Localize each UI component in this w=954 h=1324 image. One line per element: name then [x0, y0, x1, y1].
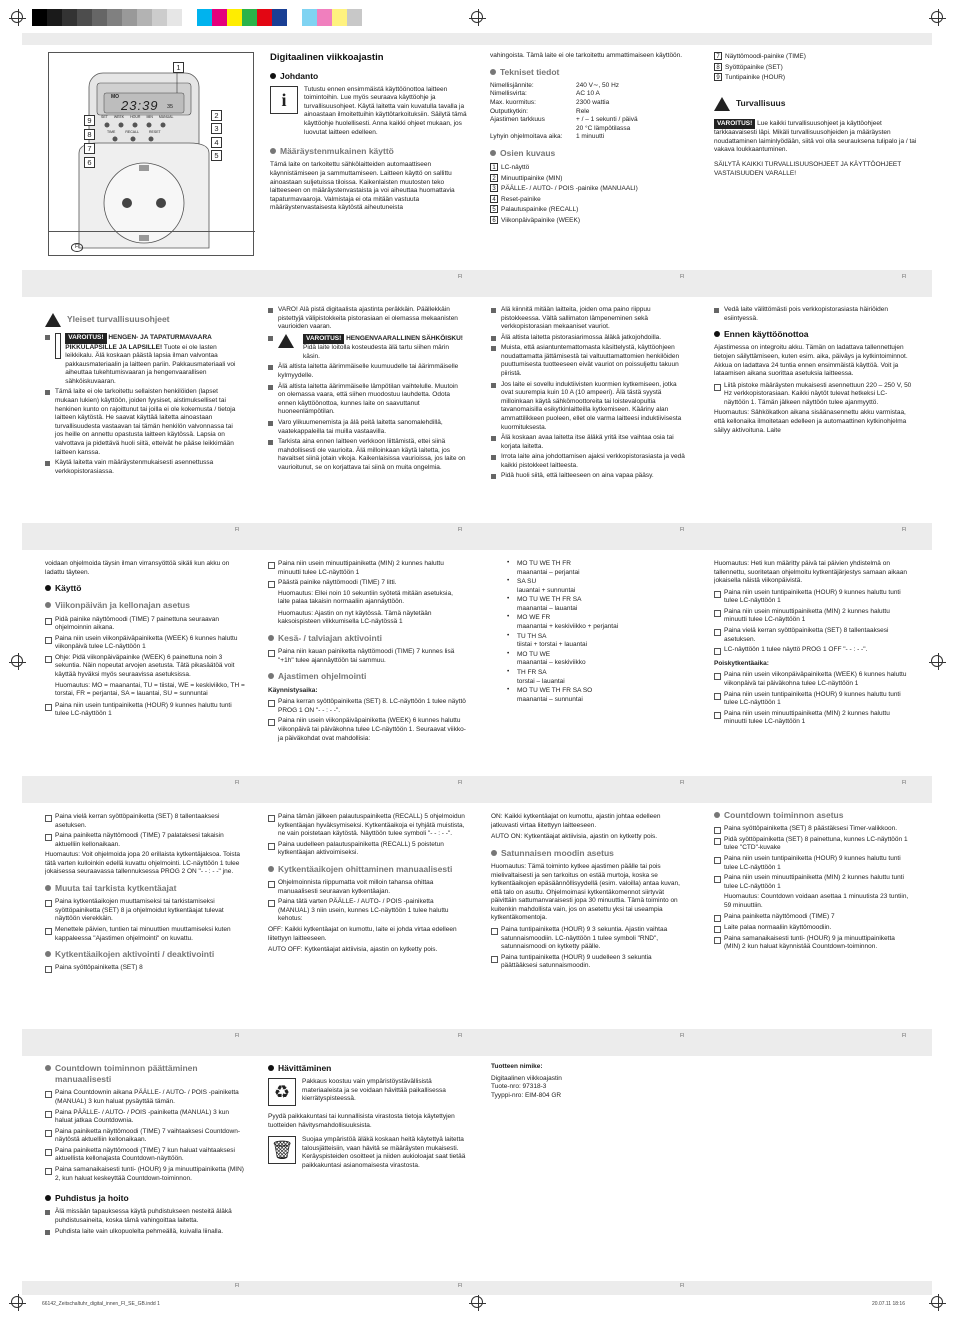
callout-2: 2 — [211, 110, 222, 121]
step: Paina niin usein tuntipainiketta (HOUR) 9 kunnes haluttu tunti tulee LC-näyttöön 1 — [714, 691, 912, 708]
color-swatch — [287, 9, 302, 26]
heading-cleaning: Puhdistus ja hoito — [45, 1193, 245, 1204]
before-use-column — [714, 306, 912, 438]
heading-set-time: Viikonpäivän ja kellonajan asetus — [45, 600, 245, 611]
auto-on-mode: AUTO ON: Kytkentäajat aktiivisia, ajastin on kytketty pois. — [491, 833, 658, 841]
callout-4: 4 — [211, 137, 222, 148]
spec-row: Lyhyin ohjelmoitava aika: 1 minuutti — [490, 133, 605, 141]
product-info — [491, 1063, 689, 1100]
step: Paina painiketta näyttömoodi (TIME) 7 palataksesi takaisin aktuelliin kellonaikaan. — [45, 832, 245, 849]
spec-row: Nimellisjännite: 240 V∼, 50 Hz — [490, 81, 620, 89]
step: Paina tuntipainiketta (HOUR) 9 uudelleen 3 sekuntia päättääksesi satunnaismoodin. — [491, 954, 689, 971]
step: Ohjelmoinnista riippumatta voit milloin tahansa ohittaa manuaalisesti seuraavan kytkentäajan. — [268, 879, 466, 896]
color-swatch — [347, 9, 362, 26]
shock-text: Pidä laite loitolla kosteudesta älä tartu siihen märin käsin. — [303, 344, 449, 360]
warning-triangle-icon — [45, 313, 61, 327]
change-column — [45, 813, 245, 975]
color-swatch — [137, 9, 152, 26]
part-item: 7 Näyttömoodi-painike (TIME) — [714, 52, 919, 62]
day-combo: • MO TU WE TH FR SA SO maanantai – sunnuntai — [505, 687, 690, 704]
disposal-column — [268, 1063, 466, 1173]
crossed-bin-icon: 🗑 — [268, 1136, 296, 1164]
registration-mark-icon — [11, 11, 23, 23]
bullet: Älä koskaan avaa laitetta itse äläkä yritä itse vaihtaa osia tai korjata laitetta. — [491, 434, 689, 451]
band — [22, 1029, 932, 1056]
off-time-label: Poiskytkentäaika: — [714, 659, 769, 667]
safety-text: Lue kaikki turvallisuusohjeet ja käyttöohjeet tarkkaavaisesti läpi. Mikäli turvallisuusohjeiden ja määräysten noudattaminen laiminlyödään, siitä voi olla seurauksena tulipalo ja / tai vakava loukkaantuminen. — [714, 119, 917, 154]
disposal-text: Pakkaus koostuu vain ympäristöystävällisistä materiaaleista ja se voidaan hävittää paikallisessa kierrätyspisteessä. — [302, 1078, 446, 1103]
band — [22, 523, 932, 550]
parts-list-cont — [714, 52, 919, 83]
bullet: VARO! Älä pistä digitaalista ajastinta peräkkäin. Päällekkäin pistettyjä välipistokkeita pistorasiaan ei olemassa mekaanisten vaurioiden vaaran. — [268, 306, 466, 332]
registration-mark-icon — [931, 1296, 943, 1308]
bullet: Jos laite ei sovellu induktiivisten kuormien kytkemiseen, jotka ovat suurempia kuin 10 A (10 ampeeri). Älä tästä syystä milloinkaan käytä sähkömoottoreita tai loistevalopultia tavanomaisilla esikytkinlaitteilla kytkemiseen. Kääriny alan ammattilikkeen puoleen, ellet ole varma laitteesi induktiivisesta kuormituksesta. — [491, 381, 689, 432]
heading-override: Kytkentäaikojen ohittaminen manuaalisesti — [268, 864, 466, 875]
lang-marker: FI — [458, 1033, 463, 1039]
override-column — [268, 813, 466, 958]
safety-column-3 — [491, 306, 689, 483]
lang-marker: FI — [458, 780, 463, 786]
spec-row: 20 °C lämpötilassa — [576, 124, 631, 132]
step: Menettele päivien, tuntien tai minuuttien muuttamiseksi kuten kappaleessa "Ajastimen ohjelmointi" on kuvattu. — [45, 926, 245, 943]
bullet: Älä altista laitetta äärimmäiselle kuumuudelle tai äärimmäiselle kylmyydelle. — [268, 363, 466, 380]
language-badge: FI — [71, 243, 83, 252]
step: Paina samanaikaisesti tunti- (HOUR) 9 ja minuuttipainiketta (MIN) 2 kun haluat käynnistää Countdown-toiminnon. — [714, 935, 912, 952]
color-swatch — [62, 9, 77, 26]
lang-marker: FI — [458, 1283, 463, 1289]
color-calibration-bar — [32, 9, 362, 26]
note: Huomautus: Ellei noin 10 sekuntiin syötetä mitään asetuksia, laite palaa takaisin normaaliin ajannäyttöön. — [278, 589, 453, 606]
step: Paina tuntipainiketta (HOUR) 9 3 sekuntia. Ajastin vaihtaa satunnaismoodiin. LC-näyttöön 1 tulee symboli "RND", satunnaismoodi on kytketty päälle. — [491, 926, 689, 952]
step: Paina niin usein tuntipainiketta (HOUR) 9 kunnes haluttu tunti tulee LC-näyttöön 1 — [45, 702, 245, 719]
device-illustration — [48, 52, 254, 256]
step: Pidä painike näyttömoodi (TIME) 7 painettuna seuraavan ohjelmoinnin aikana. — [45, 616, 245, 633]
note: Huomautus: Ajastin on nyt käytössä. Tämä näytetään kaksoispisteen vilkkumisella LC-näytössä 1 — [278, 609, 432, 626]
keep-instructions: SÄILYTÄ KAIKKI TURVALLISUUSOHJEET JA KÄYTTÖOHJEET VASTAISUUDEN VARALLE! — [714, 161, 902, 177]
lang-marker: FI — [902, 527, 907, 533]
callout-5: 5 — [211, 150, 222, 161]
day-combo: • MO TU WE maanantai – keskiviikko — [505, 651, 690, 668]
intended-use-text: Tämä laite on tarkoitettu sähkölaitteiden automaattiseen käynnistämiseen ja sammuttamiseen. Laitteen käyttö on sallittu ainoastaan suljetuissa tiloissa. Kaikenlaisten muutosten teko laitteeseen on määräystenvastaista ja voi aiheuttaa huomattavia tapaturmavaaroja. Valmistaja ei ota mitään vastuuta määräystenvastaisesta käytöstä aiheutuneista — [270, 161, 455, 212]
recycle-icon: ♻ — [268, 1078, 296, 1106]
off-mode: OFF: Kaikki kytkentäajat on kumottu, laite ei johda virtaa edelleen liitettyyn laitteeseen. — [268, 926, 457, 942]
intro-text: Tutustu ennen ensimmäistä käyttöönottoa laitteen toimintoihin. Lue myös seuraava käyttöohje ja turvallisuusohjeet. Käytä laitetta vain kuvatulla tavalla ja ainoastaan ilmoitettuihin käyttötarkoituksiin. Säilytä tämä käyttöohje huolellisesti. Anna kaikki ohjeet mukaan, jos luovutat laitteen edelleen. — [304, 85, 467, 136]
part-item: 5 Palautuspainike (RECALL) — [490, 205, 700, 215]
step: Paina niin usein minuuttipainiketta (MIN) 2 kunnes haluttu minuutti tulee LC-näyttöön 1 — [714, 608, 912, 625]
color-swatch — [317, 9, 332, 26]
battery-text: Ajastimessa on integroitu akku. Tämän on ladattava tallennettujen tietojen säilyttämiseen, kuten esim. aika, päiväys ja kytkintoiminnot. Akkua on ladattava 24 tuntia ennen ensimmäistä käyttöä. Voit ja lataamisen aikana suorittaa asetuksia laitteessa. — [714, 344, 908, 378]
color-swatch — [182, 9, 197, 26]
step: Paina vielä kerran syöttöpainiketta (SET) 8 tallentaaksesi asetuksen. — [714, 627, 912, 644]
auto-off-mode: AUTO OFF: Kytkentäajat aktiivisia, ajastin on kytketty pois. — [268, 946, 438, 954]
step: Paina niin usein minuuttipainiketta (MIN) 2 kunnes haluttu tunti tulee LC-näyttöön 1 — [714, 874, 912, 891]
color-swatch — [77, 9, 92, 26]
battery-cont: voidaan ohjelmoida täysin ilman virransyöttöä sikäli kun akku on ladattu täyteen. — [45, 560, 230, 576]
step: Paina syöttöpainiketta (SET) 8 päästäksesi Timer-valikkoon. — [714, 825, 912, 834]
registration-mark-icon — [471, 11, 483, 23]
registration-mark-icon — [931, 655, 943, 667]
tech-column — [490, 52, 700, 227]
note: Huomautus: Tämä toiminto kytkee ajastimen päälle tai pois mielivaltaisesti ja sen tarkoitus on estää murtoja, koska se kytkentäaikojen epäsäännöllisyydellä (esim. valoilla) antaa kuvan, että talo on asuttu. Ohjelmoimasi kytkentäkomennot siirtyvät päivittäin sattumanvaraisesti jopa 30 minuuttia. Tämä toiminto on kuitenkin mahdollista vain, jos on asetettu yksi tai useampia kytkentäkomentoja. — [491, 862, 680, 922]
lcd-time: 23:39 — [121, 98, 159, 113]
step: Paina uudelleen palautuspainiketta (RECALL) 5 poistetun kytkentäajan aktivoimiseksi. — [268, 841, 466, 858]
spec-row: Ajastimen tarkkuus + / – 1 sekunti / päivä — [490, 116, 638, 124]
callout-9: 9 — [84, 115, 95, 126]
bullet: Tämä laite ei ole tarkoitettu sellaisten henkilöiden (lapset mukaan lukien) käyttöön, joiden fyysiset, aistimukselliset tai henkinen kunto on rajoittunut tai joilla ei ole kokemusta / tietoja laitteen käytöstä. He saavat käyttää laitetta ainoastaan turvallisuudesta vastaavan tai tämän henkilön valvonnassa tai jos heille on annettu opastusta laitteen käytössä. Lapsia on valvottava ja pidettävä huoli siitä, etteivät he pääse leikkimään laitteen kanssa. — [45, 388, 240, 457]
step: Liitä pistoke määräysten mukaisesti asennettuun 220 – 250 V, 50 Hz verkkopistorasiaan. Kaikki näytöt tulevat hetkeksi LC-näyttöön 1. Tämän jälkeen näyttöön tulee ajanmyyttö. — [714, 382, 912, 408]
countdown-column — [714, 810, 912, 954]
step: Paina niin usein minuuttipainiketta (MIN) 2 kunnes haluttu minuutti tulee LC-näyttöön 1 — [714, 710, 912, 727]
callout-1: 1 — [173, 62, 184, 73]
countdown-stop-column — [45, 1063, 245, 1238]
warning-triangle-icon — [278, 334, 294, 348]
warning-label: VAROITUS! — [714, 119, 755, 130]
heading-disposal: Hävittäminen — [268, 1063, 466, 1074]
heading-intended-use: Määräystenmukainen käyttö — [270, 146, 475, 157]
callout-3: 3 — [211, 123, 222, 134]
doc-title: Digitaalinen viikkoajastin — [270, 52, 384, 63]
day-combos — [505, 560, 690, 705]
color-swatch — [272, 9, 287, 26]
color-swatch — [107, 9, 122, 26]
child-hazard: HENGEN- JA TAPATURMAVAARA PIKKULAPSILLE JA LAPSILLE! — [65, 334, 212, 351]
bullet: Muista, että asiantuntemattomasta käsittelystä, käyttöohjeen noudattamatta jättämisestä tai valtuuttamattomien henkilöiden puuttumisesta tuotteeseen eivät vauriot on poissuljettu takuun piiristä. — [491, 344, 689, 378]
lang-marker: FI — [680, 780, 685, 786]
step: Paina kytkentäaikojen muuttamiseksi tai tarkistamiseksi syöttöpainiketta (SET) 8 ja ohjelmoidut kytkentäajat tulevat näyttöön vierekkäin. — [45, 898, 245, 924]
color-swatch — [47, 9, 62, 26]
day-combo: • MO TU WE TH FR SA maanantai – lauantai — [505, 596, 690, 613]
intro-column — [270, 52, 475, 216]
heading-operation: Käyttö — [45, 583, 245, 594]
heading-change: Muuta tai tarkista kytkentäajat — [45, 883, 245, 894]
heading-tech: Tekniset tiedot — [490, 67, 700, 78]
heading-general-safety: Yleiset turvallisuusohjeet — [67, 314, 170, 325]
callout-6: 6 — [84, 157, 95, 168]
random-column — [491, 813, 689, 973]
step: Paina niin usein viikonpäiväpainiketta (WEEK) 6 kunnes haluttu viikonpäivä tulee LC-näyttöön 1 — [45, 635, 245, 652]
safety-column — [714, 52, 919, 181]
spec-row: Outputkytkin: Rele — [490, 107, 590, 115]
button-labels-row-2: TIME RECALL RESET — [107, 130, 161, 134]
step: Päästä painike näyttömoodi (TIME) 7 litti. — [268, 579, 466, 588]
tip — [45, 654, 245, 680]
spec-row: Nimellisvirta: AC 10 A — [490, 90, 600, 98]
callout-7: 7 — [84, 143, 95, 154]
bullet: Pidä huoli siitä, että laitteeseen on aina vapaa pääsy. — [491, 472, 689, 481]
color-swatch — [227, 9, 242, 26]
color-swatch — [302, 9, 317, 26]
disposal-text-2: Pyydä paikkakuntasi tai kunnallisista virastosta tietoja käytettyjen tuotteiden hävitysmahdollisuuksista. — [268, 1112, 455, 1129]
heading-dst: Kesä- / talviajan aktivointi — [268, 633, 466, 644]
color-swatch — [152, 9, 167, 26]
bullet: Älä kiinnitä mitään laitteita, joiden oma paino riippuu pistokkeessa. Vältä sallimaton lämpeneminen sekä verkkopistorasian mekaaniset vauriot. — [491, 306, 689, 332]
heading-before-use: Ennen käyttöönottoa — [714, 329, 912, 340]
part-item: 6 Viikonpäiväpainike (WEEK) — [490, 216, 700, 226]
bullet: Irrota laite aina johdottamisen ajaksi verkkopistorasiasta ja vedä kaikki pistokkeet laitteesta. — [491, 453, 689, 470]
shock-hazard: HENGENVAARALLINEN SÄHKÖISKU! — [346, 334, 463, 342]
info-icon: i — [270, 86, 298, 114]
lang-marker: FI — [902, 274, 907, 280]
lang-marker: FI — [680, 527, 685, 533]
day-combo: • MO WE FR maanantai + keskiviikko + perjantai — [505, 614, 690, 631]
color-swatch — [167, 9, 182, 26]
heading-activate: Kytkentäaikojen aktivointi / deaktivointi — [45, 949, 245, 960]
step: Paina tämän jälkeen palautuspainiketta (RECALL) 5 ohjelmoidun kytkentäajan hyväksymiseksi. Kytkentäaikoja ei tyhjätä muistista, ne vain poistetaan käytöstä. Näyttöön tulee symboli "- - : - -". — [268, 813, 466, 839]
part-item: 2 Minuuttipainike (MIN) — [490, 174, 700, 184]
step: Paina niin usein minuuttipainiketta (MIN) 2 kunnes haluttu minuutti tulee LC-näyttöön 1 — [268, 560, 466, 577]
product-label: Tuotteen nimike: — [491, 1063, 543, 1070]
step: Paina vielä kerran syöttöpainiketta (SET) 8 tallentaaksesi asetuksen. — [45, 813, 245, 830]
child-hazard-text: Tuote ei ole lasten leikkikalu. Älä koskaan päästä lapsia ilman valvontaa pakkausmateriaalin ja laitteen pariin. Pakkausmateriaali voi aiheuttaa tukehtumisvaaran ja hengenvaarallisen sähköiskuvaaran. — [65, 343, 236, 385]
heading-random: Satunnaisen moodin asetus — [491, 848, 689, 859]
lcd-day: MO — [111, 94, 120, 100]
lcd-seconds: 35 — [167, 104, 174, 110]
general-safety-column — [45, 313, 240, 478]
operation-column — [45, 560, 245, 721]
step: Paina niin usein viikonpäiväpainiketta (WEEK) 6 kunnes haluttu viikonpäivä tai päiväkohna tulee LC-näyttöön 1. Seuraavat viikko- ja päiväkohdat ovat mahdollisia: — [268, 717, 466, 743]
callout-8: 8 — [84, 129, 95, 140]
step: Paina kerran syöttöpainiketta (SET) 8. LC-näyttöön 1 tulee näyttö PROG 1 ON "- - : - -". — [268, 698, 466, 715]
step: Laite palaa normaaliin käyttömoodiin. — [714, 924, 912, 933]
step: Paina syöttöpainiketta (SET) 8 — [45, 964, 245, 973]
warning-label: VAROITUS! — [65, 333, 106, 344]
band — [22, 1281, 932, 1295]
day-combo: • SA SU lauantai + sunnuntai — [505, 578, 690, 595]
warning-label: VAROITUS! — [303, 334, 344, 345]
heading-programming: Ajastimen ohjelmointi — [268, 671, 466, 682]
safety-column-2 — [268, 306, 466, 474]
lang-marker: FI — [680, 1033, 685, 1039]
registration-mark-icon — [471, 1296, 483, 1308]
band — [22, 270, 932, 297]
part-item: 8 Syöttöpainike (SET) — [714, 63, 919, 73]
heading-countdown: Countdown toiminnon asetus — [714, 810, 912, 821]
color-swatch — [92, 9, 107, 26]
tip-text: Ohje: Pidä viikonpäiväpainike (WEEK) 6 painettuna noin 3 sekuntia. Näin nopeutat arvojen asetusta. Tätä pikasäätöä voit käyttää hyväksi myös seuraavissa asetuksissa. — [55, 653, 235, 679]
color-swatch — [212, 9, 227, 26]
on-mode: ON: Kaikki kytkentäajat on kumottu, ajastin johtaa edelleen jatkuvasti virtaa liitettyyn laitteeseen. — [491, 813, 661, 829]
tech-specs — [490, 82, 700, 142]
bullet: Älä altista laitetta pistorasiarimossa äläkä jatkojohdoilla. — [491, 334, 689, 343]
bullet: Älä altista laitetta äärimmäiselle lämpötilan vaihtelulle. Muutoin on olemassa vaara, että siihen muodostuu lauhdetta. Odota ennen käyttöönottoa, kunnes laite on saavuttanut huoneenlämpötilan. — [268, 383, 466, 417]
step: Paina niin usein tuntipainiketta (HOUR) 9 kunnes haluttu tunti tulee LC-näyttöön 1 — [714, 855, 912, 872]
footer-file: 66142_Zeitschaltuhr_digital_innen_FI_SE_GB.indd 1 — [42, 1301, 160, 1307]
day-combo: • TU TH SA tiistai + torstai + lauantai — [505, 633, 690, 650]
part-item: 4 Reset-painike — [490, 195, 700, 205]
color-swatch — [332, 9, 347, 26]
timer-device-drawing — [49, 53, 255, 257]
lang-marker: FI — [235, 780, 240, 786]
bullet: Varo ylikuumenemista ja älä peitä laitetta sanomalehdillä, vaatekappaleilla tai muilla vastaavilla. — [268, 419, 466, 436]
registration-mark-icon — [11, 655, 23, 667]
lang-marker: FI — [680, 274, 685, 280]
note: Huomautus: Voit ohjelmoida jopa 20 erillaista kytkentäjaksoa. Toista tätä varten kulloinkin edellä kuvattu ohjelmointi. LC-näyttöön 1 tulee jokaisessa seuraavassa tallennuksessa PROG 2 ON "- - : - -" jne. — [45, 851, 240, 876]
lang-marker: FI — [458, 274, 463, 280]
step: Paina painiketta näyttömoodi (TIME) 7 vaihtaaksesi Countdown-näytöstä aktuelliin kellonaikaan. — [45, 1128, 245, 1145]
heading-countdown-stop: Countdown toiminnon päättäminen manuaalisesti — [45, 1063, 245, 1085]
type-number: Tyyppi-nro: EIM-804 GR — [491, 1091, 562, 1099]
step: Paina painiketta näyttömoodi (TIME) 7 kun haluat vaihtaaksesi aktuellista kellonajasta Countdown-näyttöön. — [45, 1147, 245, 1164]
button-labels-row-1: SET WEEK HOUR MIN MANUAL — [101, 115, 174, 119]
band — [22, 776, 932, 803]
product-number: Tuote-nro: 97318-3 — [491, 1083, 547, 1091]
color-swatch — [242, 9, 257, 26]
note: Huomautus: MO = maanantai, TU = tiistai, WE = keskiviikko, TH = torstai, FR = perjantai, SA = lauantai, SU = sunnuntai — [55, 681, 245, 698]
step: Paina niin kauan painiketta näyttömoodi (TIME) 7 kunnes lisä "+1h" tulee ajannäyttöön tai sammuu. — [268, 648, 466, 665]
part-item: 9 Tuntipainike (HOUR) — [714, 73, 919, 83]
lang-marker: FI — [235, 1283, 240, 1289]
operation-column-4 — [714, 560, 912, 729]
child-warning-icon — [55, 333, 61, 359]
bullet: Tarkista aina ennen laitteen verkkoon liittämistä, ettei siinä mahdollisesti ole vaurioita. Älä milloinkaan käytä laitetta, jos havaitset siinä jotain vikoja. Kaikenlaisissa vaurioissa, jos laite on vaurioitunut, se on korjattava tai siinä on muita ongelmia. — [268, 438, 466, 472]
step: Paina Countdownin aikana PÄÄLLE- / AUTO- / POIS -painiketta (MANUAL) 3 kun haluat pysäyttää tämän. — [45, 1089, 245, 1106]
step: Paina painiketta näyttömoodi (TIME) 7 — [714, 913, 912, 922]
bullet: Vedä laite välittömästi pois verkkopistorasiasta häiriöiden esiintyessä. — [714, 306, 912, 323]
heading-safety: Turvallisuus — [736, 98, 786, 109]
operation-column-2 — [268, 560, 466, 745]
warning-triangle-icon — [714, 97, 730, 111]
step: Paina PÄÄLLE- / AUTO- / POIS -painiketta (MANUAL) 3 kun haluat jatkaa Countdownia. — [45, 1109, 245, 1126]
spec-row: Max. kuormitus: 2300 wattia — [490, 98, 610, 106]
registration-mark-icon — [11, 1296, 23, 1308]
step: Paina niin usein tuntipainiketta (HOUR) 9 kunnes haluttu tunti tulee LC-näyttöön 1 — [714, 589, 912, 606]
lang-marker: FI — [902, 1033, 907, 1039]
heading-intro: Johdanto — [270, 71, 475, 82]
color-swatch — [197, 9, 212, 26]
heading-parts: Osien kuvaus — [490, 148, 700, 159]
note: Huomautus: Heti kun määritty päivä tai päivien yhdistelmä on tallennettu, suoritetaan ohjelmoitu kytkentäjärjestys samaan aikaan jokaisella näistä viikonpäivistä. — [714, 560, 907, 585]
part-item: 3 PÄÄLLE- / AUTO- / POIS -painike (MANUAALI) — [490, 184, 700, 194]
step: LC-näyttöön 1 tulee näyttö PROG 1 OFF "- - : - -". — [714, 646, 912, 655]
footer-date: 20.07.11 18:16 — [872, 1301, 905, 1307]
note: Huomautus: Countdown voidaan asettaa 1 minuutista 23 tuntiin, 59 minuuttiin. — [724, 893, 909, 909]
bullet: Puhdista laite vain ulkopuolelta pehmeällä, kuivalla liinalla. — [45, 1228, 245, 1237]
intended-use-cont: vahingoista. Tämä laite ei ole tarkoitettu ammattimaiseen käyttöön. — [490, 52, 683, 59]
step: Paina samanaikaisesti tunti- (HOUR) 9 ja minuuttipainiketta (MIN) 2, kun haluat keskeyttää Countdown-toiminnon. — [45, 1166, 245, 1183]
step: Pidä syöttöpainiketta (SET) 8 painettuna, kunnes LC-näyttöön 1 tulee "CTD"-kuvake — [714, 836, 912, 853]
step: Paina niin usein viikonpäiväpainiketta (WEEK) 6 kunnes haluttu viikonpäivä tai päiväkohna tulee LC-näyttöön 1 — [714, 671, 912, 688]
color-swatch — [32, 9, 47, 26]
disposal-text-3: Suojaa ympäristöä äläkä koskaan heitä käytettyä laitetta talousjätteisiin, vaan hävitä se määräysten mukaisesti. Keräyspisteiden osoitteet ja niiden aukioloajat saat tietää paikkakuntasi asianomaisesta virastosta. — [302, 1136, 466, 1169]
color-swatch — [122, 9, 137, 26]
day-combo: • TH FR SA torstai – lauantai — [505, 669, 690, 686]
bullet: Käytä laitetta vain määräystenmukaisesti asennettussa verkkopistorasiassa. — [45, 459, 240, 476]
day-combo: • MO TU WE TH FR maanantai – perjantai — [505, 560, 690, 577]
registration-mark-icon — [931, 11, 943, 23]
color-swatch — [257, 9, 272, 26]
part-item: 1 LC-näyttö — [490, 163, 700, 173]
product-name: Digitaalinen viikkoajastin — [491, 1074, 562, 1082]
bullet: Älä missään tapauksessa käytä puhdistukseen nesteitä äläkä puhdistusaineita, koska tämä vahingoittaa laitetta. — [45, 1208, 245, 1225]
note: Huomautus: Sähkökatkon aikana sisäänasennettu akku varmistaa, että kellonaika ilmoitetaan edelleen ja automaattinen kytkinohjelma säilyy aktivoituna. Laite — [714, 409, 907, 434]
on-time-label: Käynnistysaika: — [268, 686, 318, 694]
parts-list — [490, 163, 700, 225]
lang-marker: FI — [680, 1283, 685, 1289]
lang-marker: FI — [235, 1033, 240, 1039]
step: Paina tätä varten PÄÄLLE- / AUTO- / POIS -painiketta (MANUAL) 3 niin usein, kunnes LC-näyttöön 1 tulee haluttu kehotus: — [268, 898, 466, 924]
lang-marker: FI — [902, 780, 907, 786]
top-band — [22, 33, 932, 45]
lang-marker: FI — [235, 527, 240, 533]
lang-marker: FI — [458, 527, 463, 533]
